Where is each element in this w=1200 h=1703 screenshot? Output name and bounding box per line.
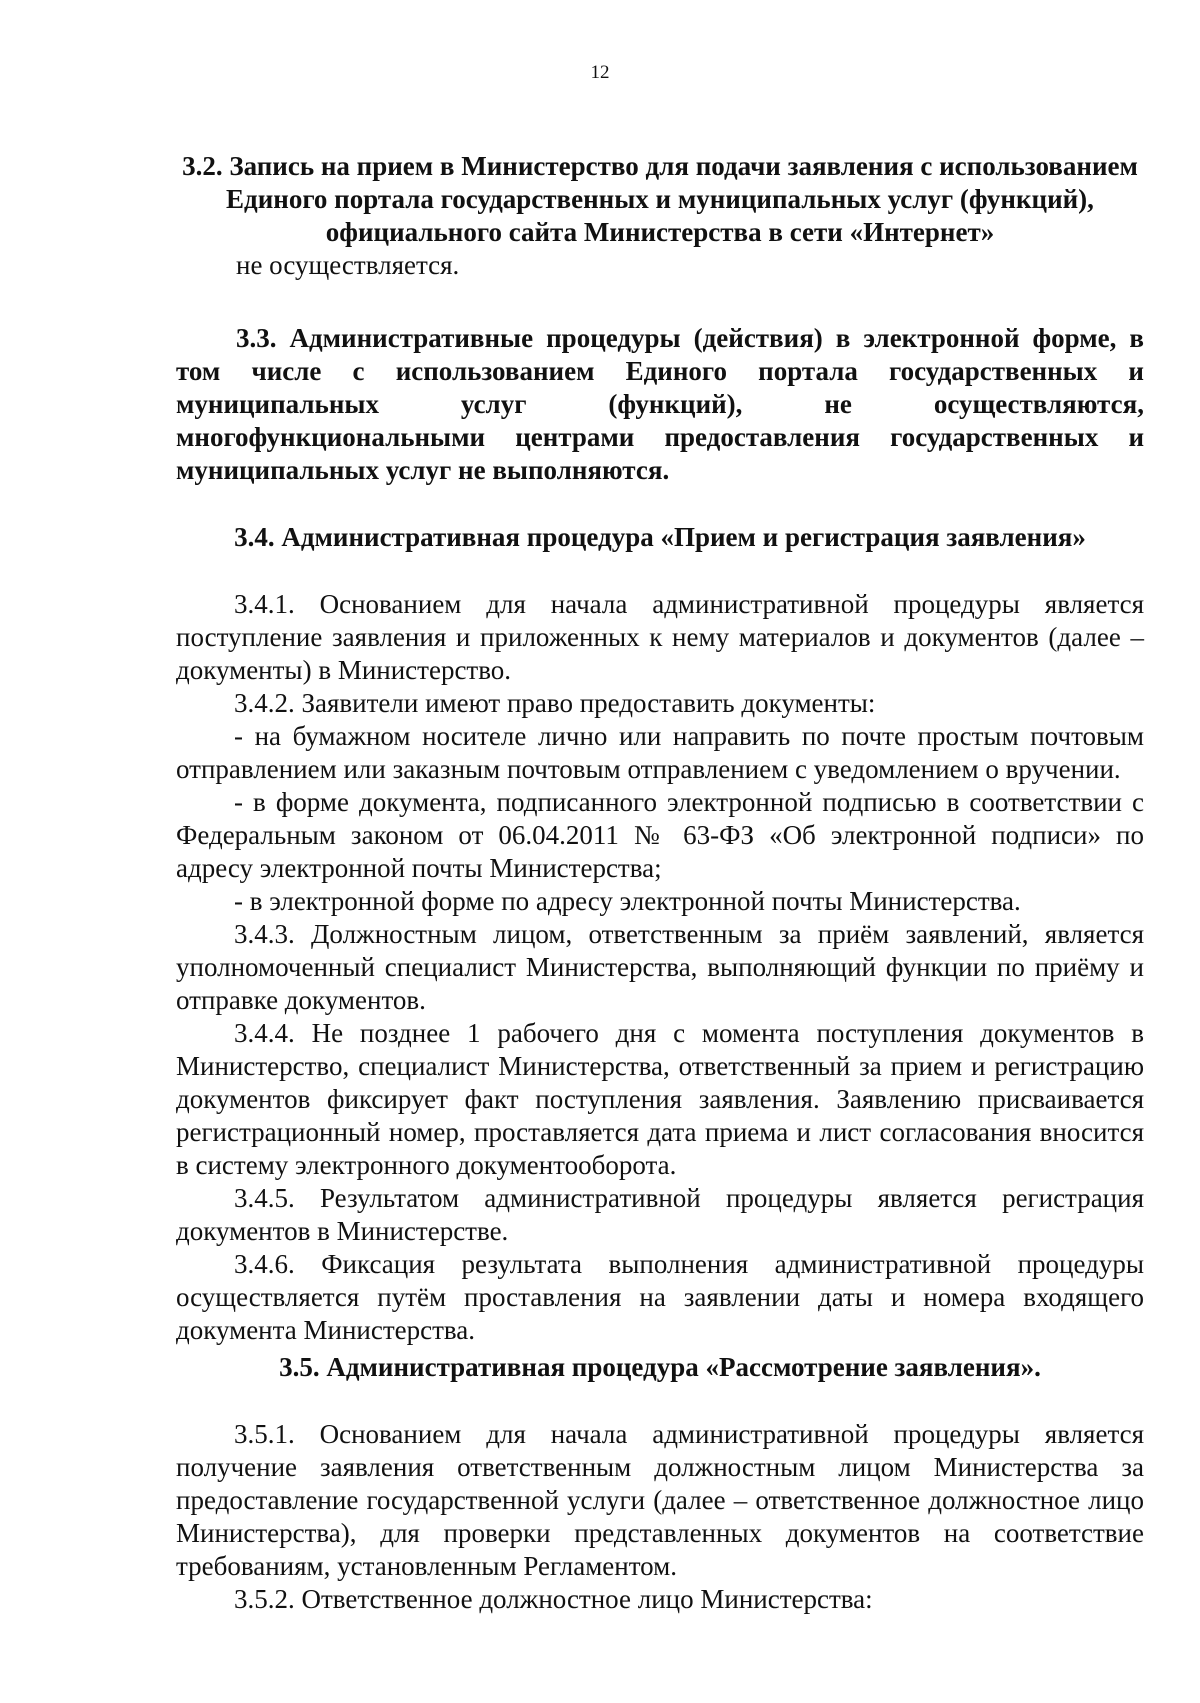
paragraph-3-5-1: 3.5.1. Основанием для начала административной процедуры является получение заявления ответственным должностным лицом Министерства за предоставление государственной услуги (далее – ответственное должностное лицо Министерства), для проверки представленных документов на соответствие требованиям, установленным Регламентом. (176, 1419, 1144, 1581)
section-3-3-text: 3.3. Административные процедуры (действия) в электронной форме, в том числе с использованием Единого портала государственных и муниципальных услуг (функций), не осуществляются, многофункциональными центрами предоставления государственных и муниципальных услуг не выполняются. (176, 323, 1144, 485)
page-number: 12 (590, 62, 610, 83)
section-3-5-heading: 3.5. Административная процедура «Рассмотрение заявления». (279, 1352, 1041, 1382)
paragraph-electronic-signature: - в форме документа, подписанного электронной подписью в соответствии с Федеральным законом от 06.04.2011 № 63-ФЗ «Об электронной подписи» по адресу электронной почты Министерства; (176, 787, 1144, 883)
paragraph-3-4-2: 3.4.2. Заявители имеют право предоставить документы: (234, 688, 876, 718)
spacer (176, 282, 1144, 322)
paragraph-3-4-3: 3.4.3. Должностным лицом, ответственным за приём заявлений, является уполномоченный специалист Министерства, выполняющий функции по приёму и отправке документов. (176, 919, 1144, 1015)
paragraph-email-submission: - в электронной форме по адресу электронной почты Министерства. (234, 886, 1021, 916)
document-body (176, 150, 1144, 1616)
paragraph-3-5-2: 3.5.2. Ответственное должностное лицо Министерства: (234, 1584, 873, 1614)
paragraph-3-4-6: 3.4.6. Фиксация результата выполнения административной процедуры осуществляется путём проставления на заявлении даты и номера входящего документа Министерства. (176, 1249, 1144, 1345)
section-3-2-heading: 3.2. Запись на прием в Министерство для подачи заявления с использованием Единого портала государственных и муниципальных услуг (функций), официального сайта Министерства в сети «Интернет» (182, 151, 1138, 247)
section-3-2-text: не осуществляется. (236, 250, 460, 280)
paragraph-3-4-1: 3.4.1. Основанием для начала административной процедуры является поступление заявления и приложенных к нему материалов и документов (далее – документы) в Министерство. (176, 589, 1144, 685)
spacer (176, 554, 1144, 588)
spacer (176, 487, 1144, 521)
paragraph-3-4-4: 3.4.4. Не позднее 1 рабочего дня с момента поступления документов в Министерство, специалист Министерства, ответственный за прием и регистрацию документов фиксирует факт поступления заявления. Заявлению присваивается регистрационный номер, проставляется дата приема и лист согласования вносится в систему электронного документооборота. (176, 1018, 1144, 1180)
spacer (176, 1384, 1144, 1418)
paragraph-paper-submission: - на бумажном носителе лично или направить по почте простым почтовым отправлением или заказным почтовым отправлением с уведомлением о вручении. (176, 721, 1144, 784)
paragraph-3-4-5: 3.4.5. Результатом административной процедуры является регистрация документов в Министерстве. (176, 1183, 1144, 1246)
section-3-4-heading: 3.4. Административная процедура «Прием и регистрация заявления» (234, 522, 1086, 552)
